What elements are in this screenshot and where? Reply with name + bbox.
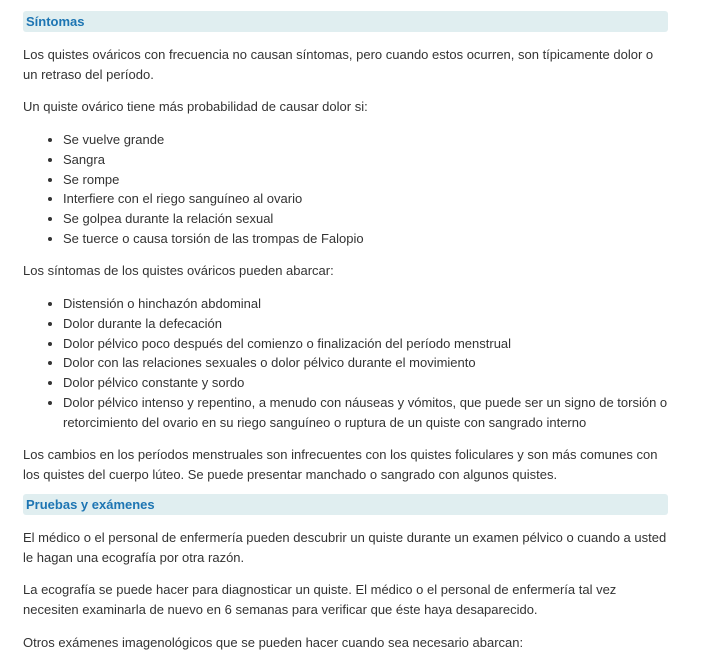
- list-item: • Dolor pélvico intenso y repentino, a menudo con náuseas y vómitos, que puede ser un signo de torsión o retorcimiento del ovario en su riego sanguíneo o ruptura de un quiste con sangrado interno: [63, 393, 683, 433]
- list-item: • Se vuelve grande: [63, 130, 683, 150]
- exam-paragraph: El médico o el personal de enfermería pueden descubrir un quiste durante un examen pélvico o cuando a usted le hagan una ecografía por otra razón.: [23, 530, 667, 565]
- list-item: • Se tuerce o causa torsión de las trompas de Falopio: [63, 229, 683, 249]
- list-item: • Se golpea durante la relación sexual: [63, 209, 683, 229]
- imaging-lead-paragraph: Otros exámenes imagenológicos que se pueden hacer cuando sea necesario abarcan:: [23, 635, 524, 650]
- pain-lead-paragraph: Un quiste ovárico tiene más probabilidad de causar dolor si:: [23, 99, 368, 114]
- list-item: • Dolor con las relaciones sexuales o dolor pélvico durante el movimiento: [63, 353, 683, 373]
- list-item: • Distensión o hinchazón abdominal: [63, 294, 683, 314]
- list-item: • Dolor pélvico constante y sordo: [63, 373, 683, 393]
- closing-paragraph: Los cambios en los períodos menstruales son infrecuentes con los quistes foliculares y son más comunes con los quistes del cuerpo lúteo. Se puede presentar manchado o sangrado con algunos quistes.: [23, 447, 658, 482]
- section-header-sintomas: Síntomas: [23, 11, 668, 32]
- symptoms-list: [48, 294, 683, 433]
- symptoms-lead-paragraph: Los síntomas de los quistes ováricos pueden abarcar:: [23, 263, 334, 278]
- ultrasound-paragraph: La ecografía se puede hacer para diagnosticar un quiste. El médico o el personal de enfermería tal vez necesiten examinarla de nuevo en 6 semanas para verificar que éste haya desaparecido.: [23, 582, 617, 617]
- pain-conditions-list: [48, 130, 683, 249]
- list-item: • Interfiere con el riego sanguíneo al ovario: [63, 189, 683, 209]
- list-item: • Sangra: [63, 150, 683, 170]
- section-header-pruebas: Pruebas y exámenes: [23, 494, 668, 515]
- intro-paragraph: Los quistes ováricos con frecuencia no causan síntomas, pero cuando estos ocurren, son típicamente dolor o un retraso del período.: [23, 47, 654, 82]
- list-item: • Dolor pélvico poco después del comienzo o finalización del período menstrual: [63, 334, 683, 354]
- list-item: • Se rompe: [63, 170, 683, 190]
- list-item: • Dolor durante la defecación: [63, 314, 683, 334]
